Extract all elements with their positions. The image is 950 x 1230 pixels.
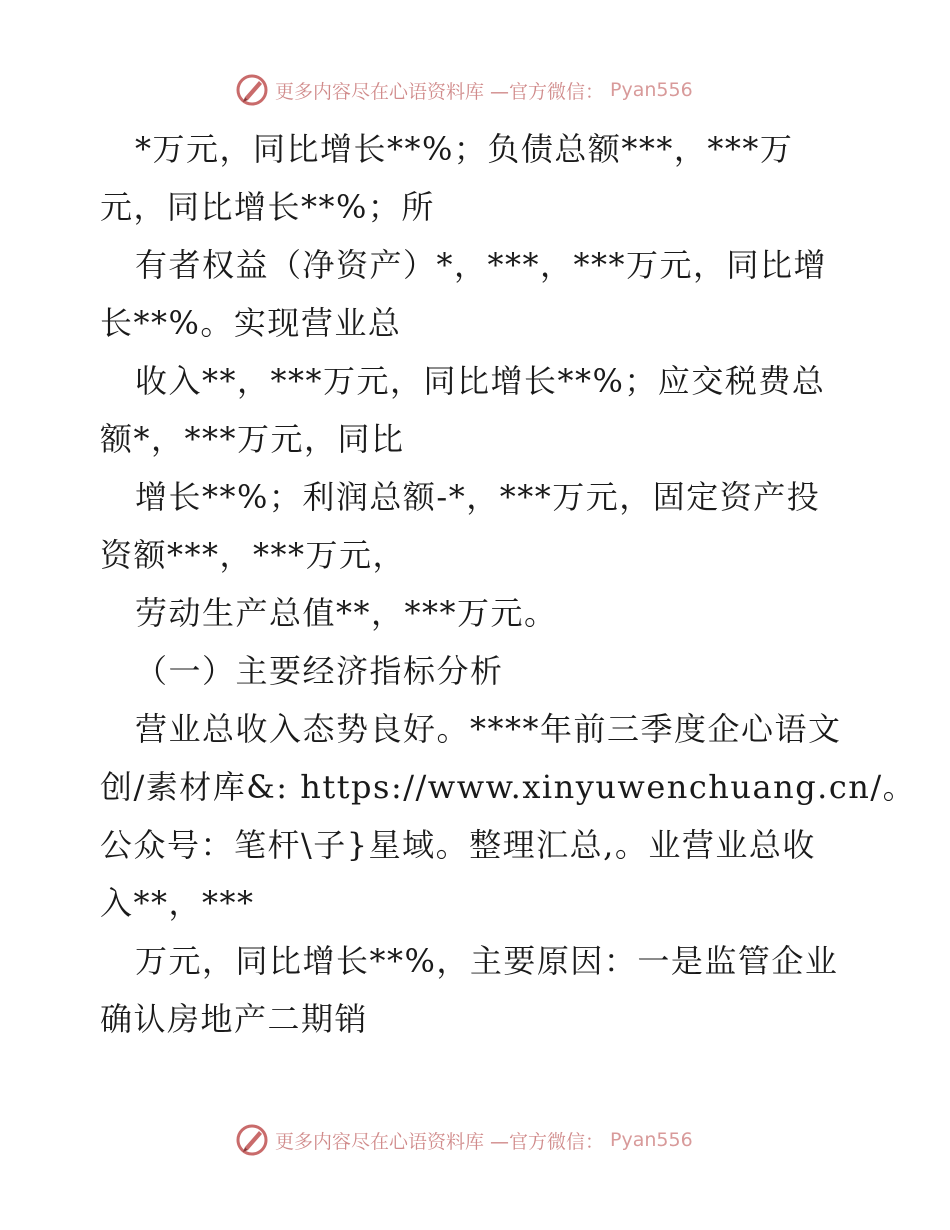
text-line: 营业总收入态势良好。****年前三季度企心语文 [135,710,842,748]
text-line: 创/素材库&: https://www.xinyuwenchuang.cn/。 [100,768,917,806]
pen-logo-icon [235,1123,269,1157]
watermark-wechat-id: Pyan556 [610,79,693,101]
text-line: 长**%。实现营业总 [100,304,402,342]
watermark-header [235,72,693,108]
watermark-text: 更多内容尽在心语资料库 [275,1130,485,1153]
document-body [100,120,917,1048]
watermark-wechat-label: —官方微信： [490,1130,605,1153]
watermark-text: 更多内容尽在心语资料库 [275,80,485,103]
section-heading: （一）主要经济指标分析 [135,652,504,690]
text-line: 有者权益（净资产）*，***，***万元，同比增 [135,246,828,284]
text-line: 元，同比增长**%；所 [100,188,435,226]
text-line: *万元，同比增长**%；负债总额***，***万 [135,130,794,168]
text-line: 额*，***万元，同比 [100,420,405,458]
text-line: 入**，*** [100,884,255,922]
text-line: 收入**，***万元，同比增长**%；应交税费总 [135,362,826,400]
text-line: 公众号：笔杆\子}星域。整理汇总,。业营业总收 [100,826,816,864]
watermark-footer [235,1122,693,1158]
watermark-wechat-label: —官方微信： [490,80,605,103]
pen-logo-icon [235,73,269,107]
text-line: 劳动生产总值**，***万元。 [135,594,558,632]
text-line: 增长**%；利润总额-*，***万元，固定资产投 [135,478,821,516]
text-line: 万元，同比增长**%，主要原因：一是监管企业 [135,942,839,980]
text-line: 确认房地产二期销 [100,1000,369,1038]
watermark-wechat-id: Pyan556 [610,1129,693,1151]
text-line: 资额***，***万元， [100,536,407,574]
